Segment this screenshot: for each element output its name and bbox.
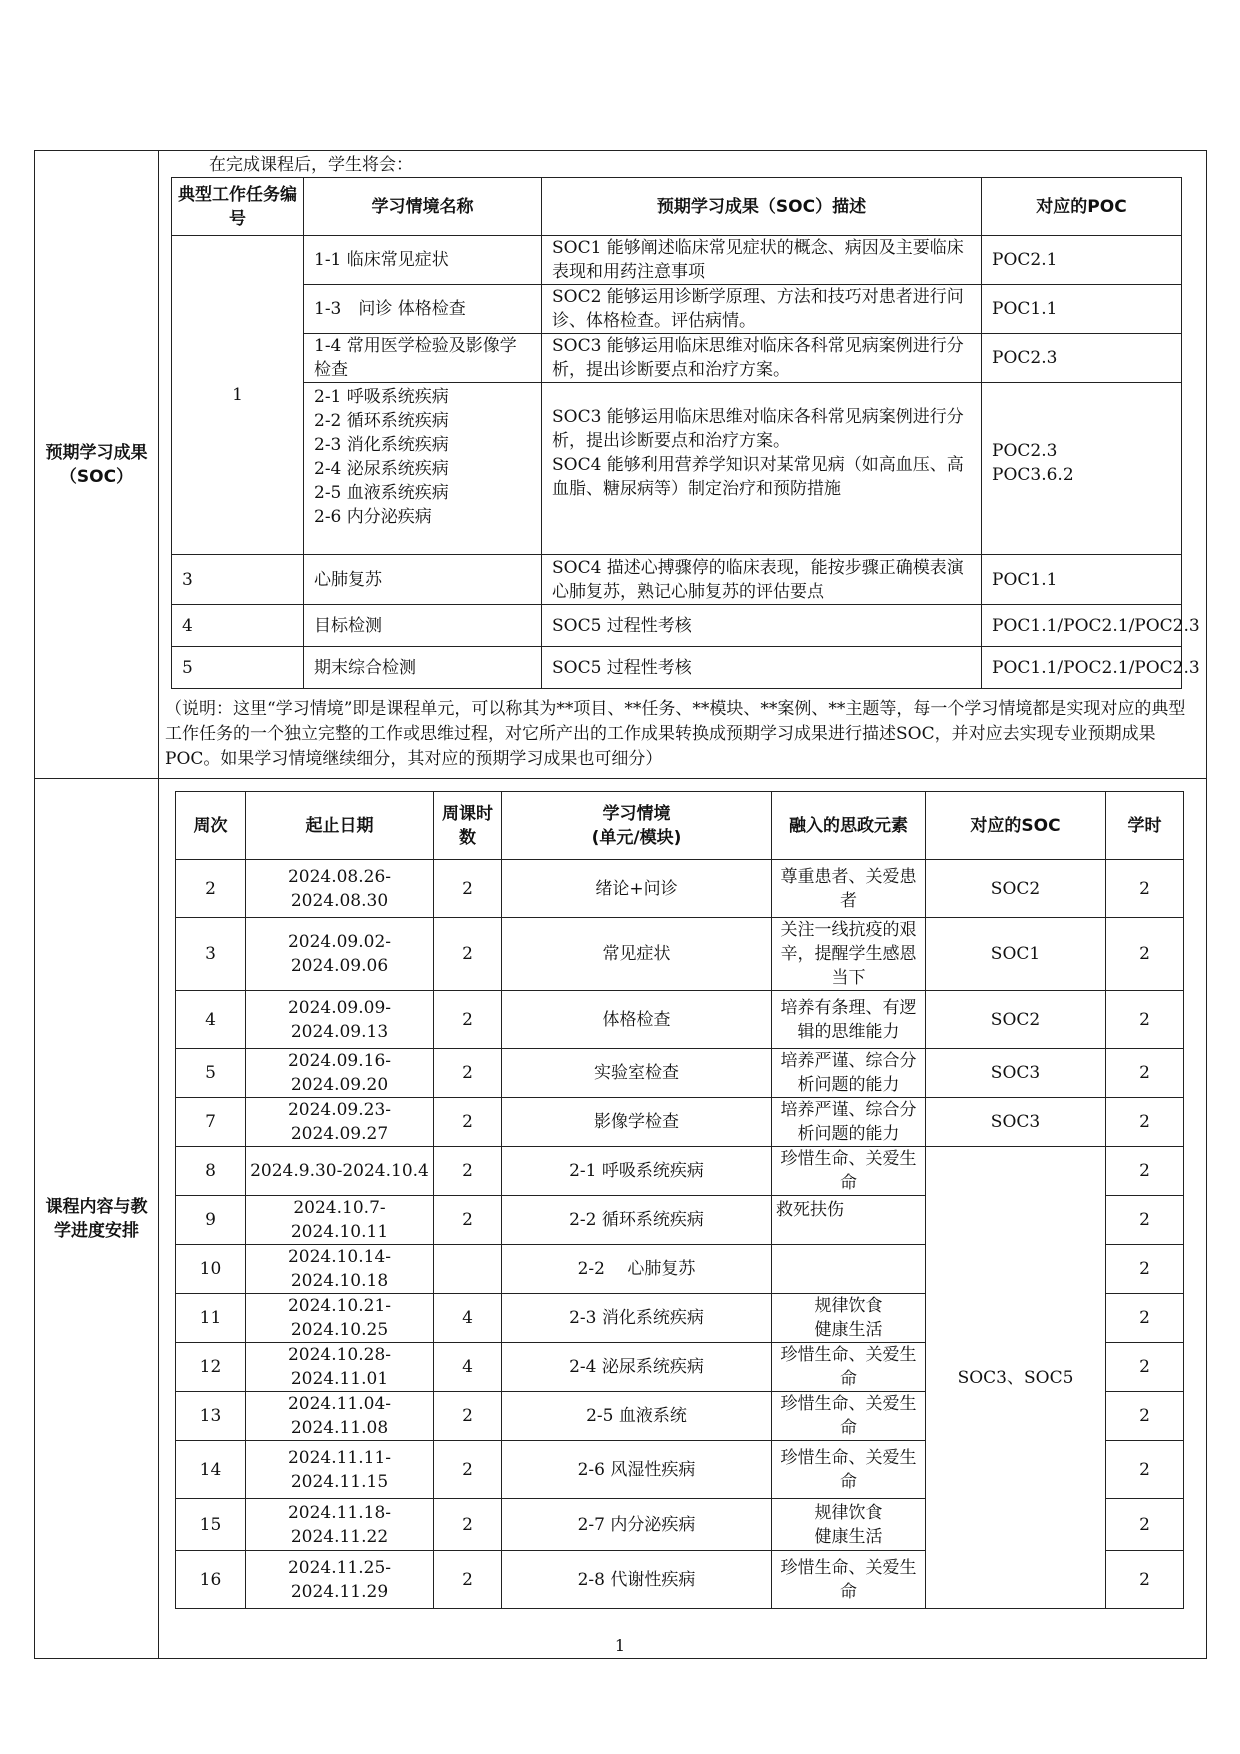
soc-description: SOC1 能够阐述临床常见症状的概念、病因及主要临床表现和用药注意事项 xyxy=(542,236,982,285)
schedule-header-soc: 对应的SOC xyxy=(926,792,1106,860)
schedule-header-week: 周次 xyxy=(176,792,246,860)
unit-name: 1-1 临床常见症状 xyxy=(304,236,542,285)
hours-cell: 2 xyxy=(434,991,502,1049)
schedule-body xyxy=(176,860,1184,1609)
unit-cell: 2-7 内分泌疾病 xyxy=(502,1499,772,1551)
week-cell: 12 xyxy=(176,1343,246,1392)
schedule-header-date: 起止日期 xyxy=(246,792,434,860)
document-page xyxy=(34,150,1206,1659)
table-row xyxy=(176,918,1184,991)
schedule-header-ideology: 融入的思政元素 xyxy=(772,792,926,860)
credit-cell: 2 xyxy=(1106,918,1184,991)
unit-cell: 2-6 风湿性疾病 xyxy=(502,1441,772,1499)
ideology-cell: 关注一线抗疫的艰辛，提醒学生感恩当下 xyxy=(772,918,926,991)
date-cell: 2024.08.26-2024.08.30 xyxy=(246,860,434,918)
ideology-cell: 救死扶伤 xyxy=(772,1196,926,1245)
table-row xyxy=(176,991,1184,1049)
unit-cell: 2-8 代谢性疾病 xyxy=(502,1551,772,1609)
ideology-cell: 珍惜生命、关爱生命 xyxy=(772,1147,926,1196)
credit-cell: 2 xyxy=(1106,1392,1184,1441)
credit-cell: 2 xyxy=(1106,1294,1184,1343)
course-outline-table xyxy=(34,150,1207,1659)
soc-header-unit: 学习情境名称 xyxy=(304,178,542,236)
table-row xyxy=(172,555,1182,605)
unit-name: 心肺复苏 xyxy=(304,555,542,605)
credit-cell: 2 xyxy=(1106,1098,1184,1147)
task-number: 3 xyxy=(172,555,304,605)
date-cell: 2024.09.23-2024.09.27 xyxy=(246,1098,434,1147)
unit-name: 1-4 常用医学检验及影像学检查 xyxy=(304,334,542,383)
date-cell: 2024.10.14-2024.10.18 xyxy=(246,1245,434,1294)
table-row xyxy=(172,647,1182,689)
table-row xyxy=(176,1098,1184,1147)
schedule-table xyxy=(175,791,1184,1609)
unit-cell: 常见症状 xyxy=(502,918,772,991)
ideology-cell xyxy=(772,1245,926,1294)
credit-cell: 2 xyxy=(1106,1343,1184,1392)
week-cell: 14 xyxy=(176,1441,246,1499)
hours-cell xyxy=(434,1245,502,1294)
unit-cell: 影像学检查 xyxy=(502,1098,772,1147)
soc-description: SOC3 能够运用临床思维对临床各科常见病案例进行分析，提出诊断要点和治疗方案。 xyxy=(542,334,982,383)
week-cell: 2 xyxy=(176,860,246,918)
unit-cell: 体格检查 xyxy=(502,991,772,1049)
unit-name: 2-1 呼吸系统疾病 2-2 循环系统疾病 2-3 消化系统疾病 2-4 泌尿系统疾病 2-5 血液系统疾病 2-6 内分泌疾病 xyxy=(304,383,542,555)
hours-cell: 4 xyxy=(434,1343,502,1392)
credit-cell: 2 xyxy=(1106,1441,1184,1499)
unit-cell: 2-4 泌尿系统疾病 xyxy=(502,1343,772,1392)
ideology-cell: 规律饮食 健康生活 xyxy=(772,1499,926,1551)
schedule-section-body xyxy=(159,779,1207,1659)
table-row xyxy=(172,605,1182,647)
week-cell: 3 xyxy=(176,918,246,991)
ideology-cell: 培养严谨、综合分析问题的能力 xyxy=(772,1098,926,1147)
table-row xyxy=(172,285,1182,334)
schedule-section-label: 课程内容与教学进度安排 xyxy=(35,779,159,1659)
hours-cell: 2 xyxy=(434,1196,502,1245)
table-row xyxy=(176,860,1184,918)
date-cell: 2024.10.21-2024.10.25 xyxy=(246,1294,434,1343)
soc-header-task: 典型工作任务编号 xyxy=(172,178,304,236)
soc-section-body xyxy=(159,151,1207,779)
soc-cell: SOC2 xyxy=(926,860,1106,918)
unit-name: 1-3 问诊 体格检查 xyxy=(304,285,542,334)
date-cell: 2024.09.02-2024.09.06 xyxy=(246,918,434,991)
unit-cell: 2-2 循环系统疾病 xyxy=(502,1196,772,1245)
date-cell: 2024.11.04-2024.11.08 xyxy=(246,1392,434,1441)
unit-cell: 绪论+问诊 xyxy=(502,860,772,918)
ideology-cell: 珍惜生命、关爱生命 xyxy=(772,1551,926,1609)
soc-description: SOC3 能够运用临床思维对临床各科常见病案例进行分析，提出诊断要点和治疗方案。 SOC4 能够利用营养学知识对某常见病（如高血压、高血脂、糖尿病等）制定治疗和预防措施 xyxy=(542,383,982,555)
soc-cell: SOC1 xyxy=(926,918,1106,991)
unit-name: 期末综合检测 xyxy=(304,647,542,689)
soc-note: （说明：这里“学习情境”即是课程单元，可以称其为**项目、**任务、**模块、**案例、**主题等，每一个学习情境都是实现对应的典型工作任务的一个独立完整的工作或思维过程，对它所产出的工作成果转换成预期学习成果进行描述SOC，并对应去实现专业预期成果POC。如果学习情境继续细分，其对应的预期学习成果也可细分） xyxy=(165,699,1186,769)
soc-header-desc: 预期学习成果（SOC）描述 xyxy=(542,178,982,236)
task-number: 4 xyxy=(172,605,304,647)
table-row xyxy=(172,334,1182,383)
soc-cell: SOC3 xyxy=(926,1049,1106,1098)
hours-cell: 2 xyxy=(434,1392,502,1441)
hours-cell: 2 xyxy=(434,1551,502,1609)
week-cell: 4 xyxy=(176,991,246,1049)
unit-cell: 2-1 呼吸系统疾病 xyxy=(502,1147,772,1196)
credit-cell: 2 xyxy=(1106,860,1184,918)
date-cell: 2024.09.16-2024.09.20 xyxy=(246,1049,434,1098)
soc-description: SOC4 描述心搏骤停的临床表现，能按步骤正确模表演心肺复苏，熟记心肺复苏的评估要点 xyxy=(542,555,982,605)
credit-cell: 2 xyxy=(1106,1147,1184,1196)
ideology-cell: 珍惜生命、关爱生命 xyxy=(772,1441,926,1499)
week-cell: 8 xyxy=(176,1147,246,1196)
schedule-header-unit: 学习情境 (单元/模块) xyxy=(502,792,772,860)
poc-value: POC2.3 xyxy=(982,334,1182,383)
ideology-cell: 珍惜生命、关爱生命 xyxy=(772,1392,926,1441)
date-cell: 2024.11.11-2024.11.15 xyxy=(246,1441,434,1499)
soc-description: SOC5 过程性考核 xyxy=(542,605,982,647)
task-number: 5 xyxy=(172,647,304,689)
week-cell: 13 xyxy=(176,1392,246,1441)
week-cell: 16 xyxy=(176,1551,246,1609)
date-cell: 2024.11.25-2024.11.29 xyxy=(246,1551,434,1609)
soc-description: SOC5 过程性考核 xyxy=(542,647,982,689)
schedule-header-hours: 周课时数 xyxy=(434,792,502,860)
soc-table xyxy=(171,177,1200,689)
unit-cell: 2-5 血液系统 xyxy=(502,1392,772,1441)
date-cell: 2024.10.7-2024.10.11 xyxy=(246,1196,434,1245)
table-row xyxy=(176,1147,1184,1196)
soc-intro: 在完成课程后，学生将会： xyxy=(209,155,413,175)
hours-cell: 2 xyxy=(434,1049,502,1098)
merged-soc-cell: SOC3、SOC5 xyxy=(926,1147,1106,1609)
date-cell: 2024.11.18-2024.11.22 xyxy=(246,1499,434,1551)
credit-cell: 2 xyxy=(1106,1245,1184,1294)
table-row xyxy=(172,236,1182,285)
unit-name: 目标检测 xyxy=(304,605,542,647)
date-cell: 2024.09.09-2024.09.13 xyxy=(246,991,434,1049)
hours-cell: 2 xyxy=(434,1499,502,1551)
table-row xyxy=(176,1049,1184,1098)
schedule-header-credit: 学时 xyxy=(1106,792,1184,860)
unit-cell: 2-3 消化系统疾病 xyxy=(502,1294,772,1343)
task-number: 1 xyxy=(172,236,304,555)
credit-cell: 2 xyxy=(1106,1049,1184,1098)
ideology-cell: 培养严谨、综合分析问题的能力 xyxy=(772,1049,926,1098)
page-number: 1 xyxy=(614,1636,626,1655)
soc-cell: SOC2 xyxy=(926,991,1106,1049)
table-row xyxy=(172,383,1182,555)
hours-cell: 2 xyxy=(434,860,502,918)
credit-cell: 2 xyxy=(1106,991,1184,1049)
poc-value: POC2.1 xyxy=(982,236,1182,285)
soc-cell: SOC3 xyxy=(926,1098,1106,1147)
poc-value: POC1.1/POC2.1/POC2.3 xyxy=(982,605,1182,647)
ideology-cell: 珍惜生命、关爱生命 xyxy=(772,1343,926,1392)
hours-cell: 4 xyxy=(434,1294,502,1343)
hours-cell: 2 xyxy=(434,1441,502,1499)
poc-value: POC1.1/POC2.1/POC2.3 xyxy=(982,647,1182,689)
credit-cell: 2 xyxy=(1106,1499,1184,1551)
hours-cell: 2 xyxy=(434,1147,502,1196)
week-cell: 10 xyxy=(176,1245,246,1294)
credit-cell: 2 xyxy=(1106,1196,1184,1245)
hours-cell: 2 xyxy=(434,1098,502,1147)
date-cell: 2024.9.30-2024.10.4 xyxy=(246,1147,434,1196)
date-cell: 2024.10.28-2024.11.01 xyxy=(246,1343,434,1392)
week-cell: 15 xyxy=(176,1499,246,1551)
week-cell: 11 xyxy=(176,1294,246,1343)
week-cell: 5 xyxy=(176,1049,246,1098)
ideology-cell: 培养有条理、有逻辑的思维能力 xyxy=(772,991,926,1049)
hours-cell: 2 xyxy=(434,918,502,991)
ideology-cell: 规律饮食 健康生活 xyxy=(772,1294,926,1343)
poc-value: POC1.1 xyxy=(982,285,1182,334)
unit-cell: 2-2 心肺复苏 xyxy=(502,1245,772,1294)
soc-description: SOC2 能够运用诊断学原理、方法和技巧对患者进行问诊、体格检查。评估病情。 xyxy=(542,285,982,334)
ideology-cell: 尊重患者、关爱患者 xyxy=(772,860,926,918)
week-cell: 7 xyxy=(176,1098,246,1147)
week-cell: 9 xyxy=(176,1196,246,1245)
soc-section-label: 预期学习成果（SOC） xyxy=(35,151,159,779)
unit-cell: 实验室检查 xyxy=(502,1049,772,1098)
soc-header-poc: 对应的POC xyxy=(982,178,1182,236)
credit-cell: 2 xyxy=(1106,1551,1184,1609)
poc-value: POC1.1 xyxy=(982,555,1182,605)
poc-value: POC2.3 POC3.6.2 xyxy=(982,383,1182,555)
